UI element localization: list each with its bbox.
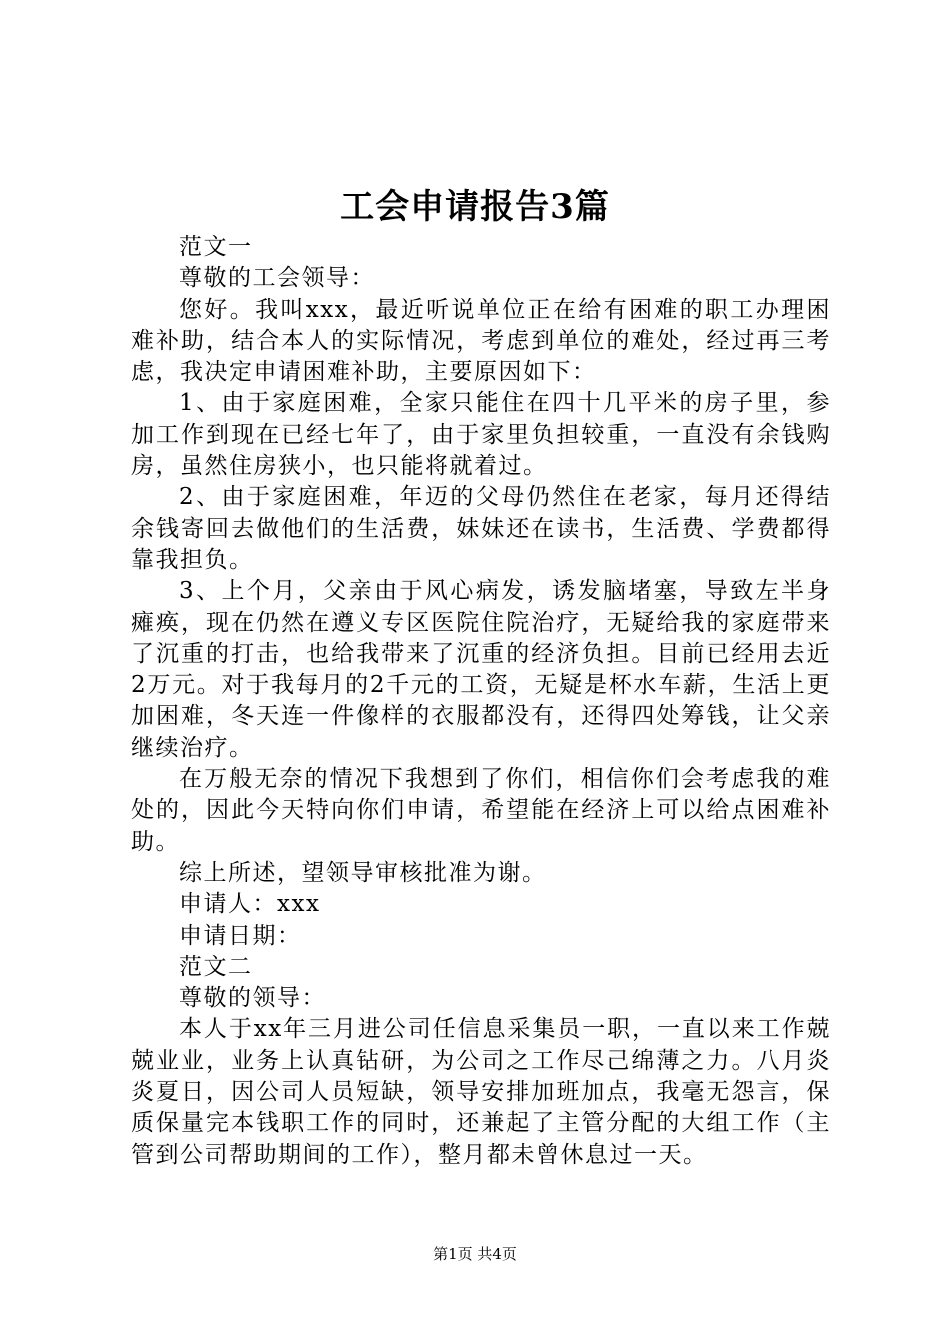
paragraph: 在万般无奈的情况下我想到了你们，相信你们会考虑我的难处的，因此今天特向你们申请，希望能在经济上可以给点困难补助。 [131,766,831,855]
document-title: 工会申请报告3篇 [340,187,610,227]
paragraph: 3、上个月，父亲由于风心病发，诱发脑堵塞，导致左半身瘫痪，现在仍然在遵义专区医院住院治疗，无疑给我的家庭带来了沉重的打击，也给我带来了沉重的经济负担。目前已经用去近2万元。对于我每月的2千元的工资，无疑是杯水车薪，生活上更加困难，冬天连一件像样的衣服都没有，还得四处筹钱，让父亲继续治疗。 [131,578,831,761]
section-heading-1: 范文一 [179,234,253,260]
paragraph: 2、由于家庭困难，年迈的父母仍然住在老家，每月还得结余钱寄回去做他们的生活费，妹妹还在读书，生活费、学费都得靠我担负。 [131,484,831,573]
applicant-line: 申请人：xxx [179,891,321,918]
closing-line: 综上所述，望领导审核批准为谢。 [179,859,547,886]
document-body [131,232,831,1171]
application-date-line: 申请日期： [179,922,302,949]
page-footer: 第1页 共4页 [433,1245,517,1263]
paragraph: 1、由于家庭困难，全家只能住在四十几平米的房子里，参加工作到现在已经七年了，由于家里负担较重，一直没有余钱购房，虽然住房狭小，也只能将就着过。 [131,390,831,480]
section-heading-2: 范文二 [179,953,253,980]
salutation-1: 尊敬的工会领导： [179,265,375,292]
salutation-2: 尊敬的领导： [179,985,326,1012]
paragraph: 本人于xx年三月进公司任信息采集员一职，一直以来工作兢兢业业，业务上认真钻研，为公司之工作尽己绵薄之力。八月炎炎夏日，因公司人员短缺，领导安排加班加点，我毫无怨言，保质保量完本钱职工作的同时，还兼起了主管分配的大组工作（主管到公司帮助期间的工作），整月都未曾休息过一天。 [131,1016,831,1168]
paragraph: 您好。我叫xxx，最近听说单位正在给有困难的职工办理困难补助，结合本人的实际情况，考虑到单位的难处，经过再三考虑，我决定申请困难补助，主要原因如下： [131,296,831,386]
